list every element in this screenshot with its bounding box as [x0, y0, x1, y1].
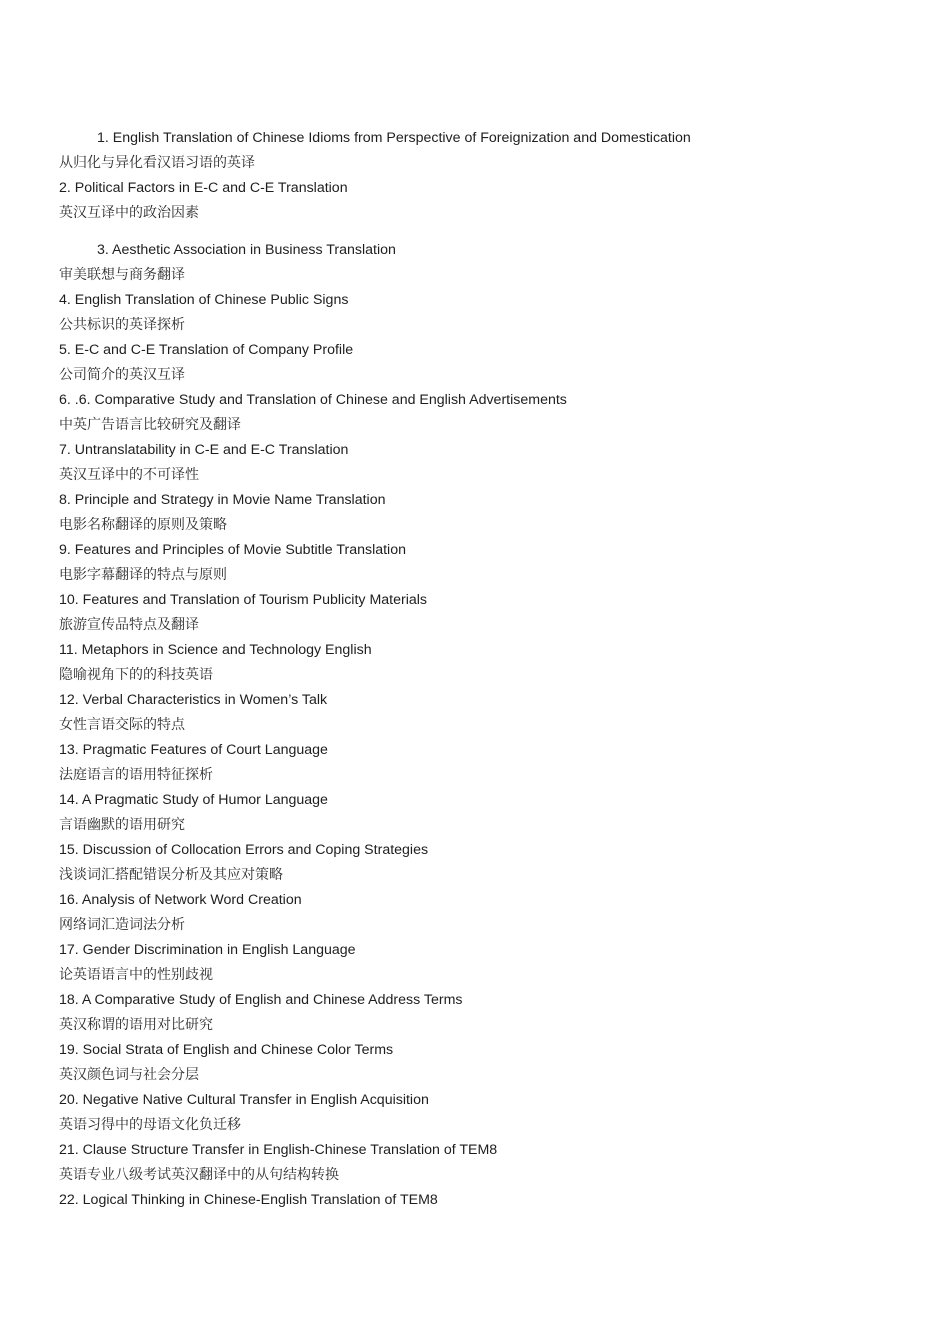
entry-15-chinese-title: 浅谈词汇搭配错误分析及其应对策略 [59, 867, 283, 883]
document-body [59, 128, 909, 1215]
entry-5-english-title: 5. E-C and C-E Translation of Company Profile [59, 342, 354, 358]
entry-6-english-title: 6. .6. Comparative Study and Translation of Chinese and English Advertisements [59, 392, 567, 408]
entry-17-chinese-title: 论英语语言中的性别歧视 [59, 967, 213, 983]
entry-2-english-title: 2. Political Factors in E-C and C-E Translation [59, 180, 348, 196]
entry-3-chinese-title: 审美联想与商务翻译 [59, 267, 185, 283]
entry-8-chinese-title: 电影名称翻译的原则及策略 [59, 517, 227, 533]
entry-19-chinese-title: 英汉颜色词与社会分层 [59, 1067, 199, 1083]
entry-18-chinese-title: 英汉称谓的语用对比研究 [59, 1017, 213, 1033]
entry-2-chinese-title: 英汉互译中的政治因素 [59, 205, 199, 221]
entry-22-english-title: 22. Logical Thinking in Chinese-English Translation of TEM8 [59, 1192, 438, 1208]
entry-1-english-title: 1. English Translation of Chinese Idioms from Perspective of Foreignization and Domestication [97, 130, 691, 146]
entry-14-english-title: 14. A Pragmatic Study of Humor Language [59, 792, 328, 808]
entry-14-chinese-title: 言语幽默的语用研究 [59, 817, 185, 833]
entry-21-english-title: 21. Clause Structure Transfer in English-Chinese Translation of TEM8 [59, 1142, 498, 1158]
entry-20-chinese-title: 英语习得中的母语文化负迁移 [59, 1117, 241, 1133]
entry-9-english-title: 9. Features and Principles of Movie Subtitle Translation [59, 542, 406, 558]
entry-6-chinese-title: 中英广告语言比较研究及翻译 [59, 417, 241, 433]
entry-3-english-title: 3. Aesthetic Association in Business Translation [97, 242, 396, 258]
entry-12-chinese-title: 女性言语交际的特点 [59, 717, 185, 733]
entry-4-chinese-title: 公共标识的英译探析 [59, 317, 185, 333]
entry-7-chinese-title: 英汉互译中的不可译性 [59, 467, 199, 483]
entry-9-chinese-title: 电影字幕翻译的特点与原则 [59, 567, 227, 583]
entry-10-chinese-title: 旅游宣传品特点及翻译 [59, 617, 199, 633]
entry-11-chinese-title: 隐喻视角下的的科技英语 [59, 667, 213, 683]
entry-13-english-title: 13. Pragmatic Features of Court Language [59, 742, 328, 758]
entry-19-english-title: 19. Social Strata of English and Chinese Color Terms [59, 1042, 394, 1058]
entry-4-english-title: 4. English Translation of Chinese Public Signs [59, 292, 349, 308]
entry-5-chinese-title: 公司简介的英汉互译 [59, 367, 185, 383]
entry-13-chinese-title: 法庭语言的语用特征探析 [59, 767, 213, 783]
entry-1-chinese-title: 从归化与异化看汉语习语的英译 [59, 155, 255, 171]
entry-12-english-title: 12. Verbal Characteristics in Women’s Talk [59, 692, 328, 708]
entry-15-english-title: 15. Discussion of Collocation Errors and Coping Strategies [59, 842, 429, 858]
entry-8-english-title: 8. Principle and Strategy in Movie Name Translation [59, 492, 386, 508]
entry-21-chinese-title: 英语专业八级考试英汉翻译中的从句结构转换 [59, 1167, 339, 1183]
entry-16-chinese-title: 网络词汇造词法分析 [59, 917, 185, 933]
entry-10-english-title: 10. Features and Translation of Tourism Publicity Materials [59, 592, 427, 608]
entry-7-english-title: 7. Untranslatability in C-E and E-C Translation [59, 442, 349, 458]
entry-18-english-title: 18. A Comparative Study of English and Chinese Address Terms [59, 992, 463, 1008]
entry-16-english-title: 16. Analysis of Network Word Creation [59, 892, 302, 908]
entry-11-english-title: 11. Metaphors in Science and Technology English [59, 642, 372, 658]
entry-20-english-title: 20. Negative Native Cultural Transfer in English Acquisition [59, 1092, 429, 1108]
entry-17-english-title: 17. Gender Discrimination in English Language [59, 942, 356, 958]
